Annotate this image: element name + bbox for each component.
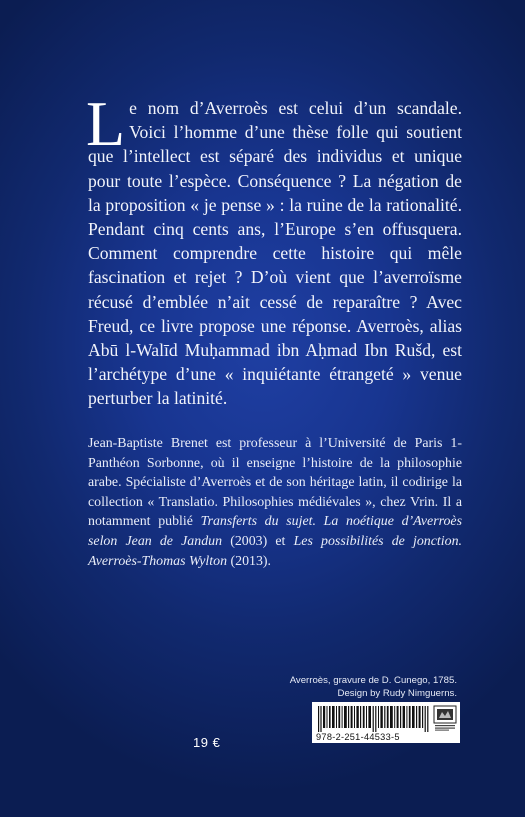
summary-text: e nom d’Averroès est celui d’un scandale. Voici l’homme d’une thèse folle qui soutient que l’intellect est séparé des individus et unique pour toute l’espèce. Conséquence ? La négation de la proposition « je pense » : la ruine de la rationalité. Pendant cinq cents ans, l’Europe s’en offusquera. Comment comprendre cette histoire qui mêle fascination et rejet ? D’où vient que l’averroïsme récusé d’emblée n’ait cessé de reparaître ? Avec Freud, ce livre propose une réponse. Averroès, alias Abū l-Walīd Muḥammad ibn Aḥmad Ibn Rušd, est l’archétype d’une « inquiétante étrangeté » venue perturber la latinité. [88, 98, 462, 409]
bio-text-2: (2003) et [222, 533, 294, 549]
summary-paragraph [86, 88, 462, 411]
bio-book-title-2: Les possibilités de jonction. Averroès-Thomas Wylton [88, 533, 462, 569]
illustration-credit: Averroès, gravure de D. Cunego, 1785. [289, 675, 457, 686]
credits [257, 674, 457, 700]
barcode-bars [318, 706, 430, 732]
author-bio [88, 434, 462, 571]
bio-text-1: Jean-Baptiste Brenet est professeur à l’Université de Paris 1-Panthéon Sorbonne, où il enseigne l’histoire de la philosophie arabe. Spécialiste d’Averroès et de son héritage latin, il codirige la collection « Translatio. Philosophies médiévales », chez Vrin. Il a notamment publié [88, 436, 462, 530]
publisher-logo-icon [433, 705, 457, 731]
isbn-number: 978-2-251-44533-5 [316, 732, 400, 742]
bio-book-title-1: Transferts du sujet. La noétique d’Averroès selon Jean de Jandun [88, 514, 463, 549]
drop-cap: L [86, 88, 126, 159]
price: 19 € [193, 735, 221, 750]
bio-text-3: (2013). [227, 553, 272, 569]
barcode [312, 702, 460, 743]
design-credit: Design by Rudy Nimguerns. [337, 688, 457, 699]
